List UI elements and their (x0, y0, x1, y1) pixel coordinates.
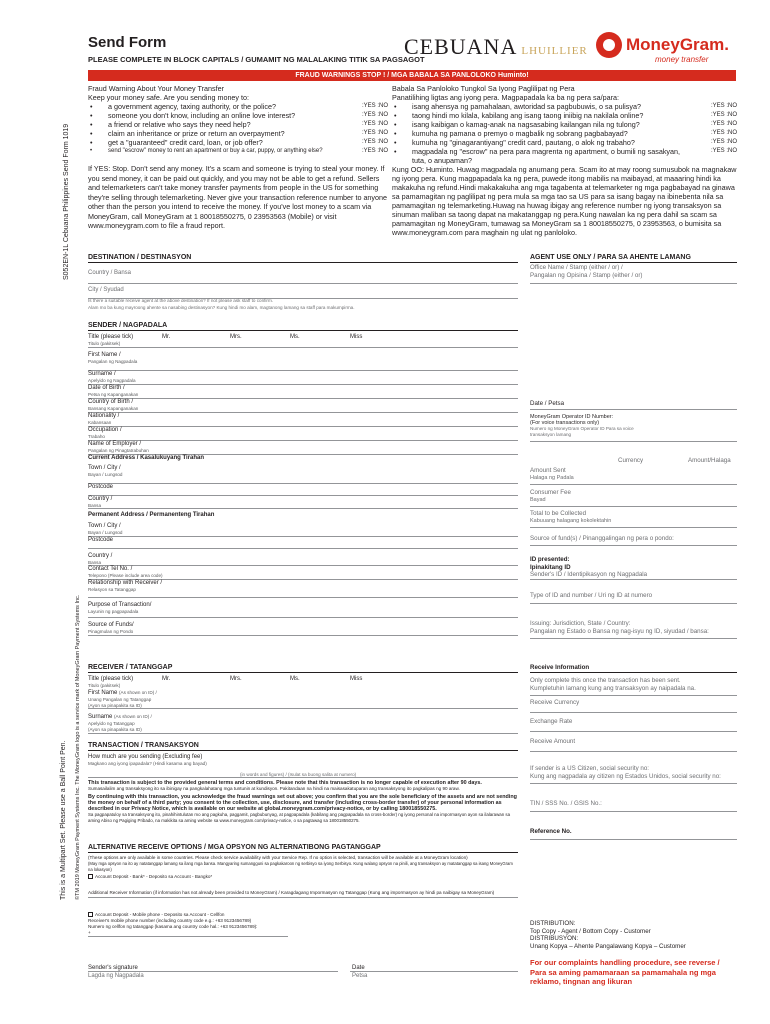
receiver-title-mrs[interactable]: Mrs. (230, 676, 242, 682)
sender-contact-field[interactable] (88, 566, 518, 580)
fraud-en-title: Fraud Warning About Your Money Transfer (88, 84, 224, 93)
account-deposit-label: Account Deposit - Bank* - Deposito sa Account - Bangko* (95, 874, 213, 879)
nationality-label-tl: Kabansaan (88, 420, 112, 425)
occupation-label-tl: Trabaho (88, 434, 105, 439)
first-name-label-tl: Pangalan ng Nagpadala (88, 359, 138, 364)
cebuana-logo (404, 34, 588, 60)
receive-amount-field[interactable]: Receive Amount (530, 738, 737, 752)
sender-signature-label: Sender's signature (88, 965, 138, 971)
yes-no-checkbox[interactable]: :YES :NO (710, 148, 737, 154)
terms-tl: Sumasailalim ang transaksyong ito sa ibinigay na pangkalahatang mga tuntunin at kundisyon. Pakitandaan na hindi na maisasakatuparan ang transaksyong ito pagkalipas ng 90 araw. (88, 786, 460, 791)
sender-country2-field[interactable] (88, 549, 518, 566)
mobile-deposit-label: Account Deposit - Mobile phone - Deposito sa Account - Cellfon (95, 912, 225, 917)
cebuana-logo-text: CEBUANA (404, 34, 518, 59)
distribusyon-title: DISTRIBUSYON: (530, 935, 579, 942)
consumer-fee-label-tl: Bayad (530, 496, 546, 503)
agent-date-field[interactable]: Date / Petsa (530, 400, 737, 410)
operator-id-label: MoneyGram Operator ID Number: (For voice transactions only) (530, 414, 614, 426)
account-deposit-option[interactable] (88, 874, 518, 880)
multipart-text: This is a Multipart Set. Please use a Ball Point Pen. (60, 740, 67, 900)
dob-label-tl: Petsa ng Kapanganakan (88, 392, 139, 397)
receiver-first-name-tl2: (Ayon sa pinapakita sa ID) (88, 703, 142, 708)
sender-title-label-tl: Titulo (pakitsek) (88, 341, 121, 346)
fraud-warning-bar: FRAUD WARNINGS STOP ! / MGA BABALA SA PANLOLOKO Huminto! (88, 70, 736, 81)
total-label: Total to be Collected (530, 510, 587, 517)
relationship-label-tl: Relasyon sa Tatanggap (88, 587, 136, 592)
office-name-field[interactable] (530, 264, 737, 284)
sender-title-miss[interactable]: Miss (350, 334, 363, 340)
fraud-en-item: • a government agency, taxing authority, or the police? :YES :NO (90, 102, 388, 111)
purpose-label-tl: Layunin ng pagpapadala (88, 609, 139, 614)
sender-town2-field[interactable] (88, 521, 518, 537)
sender-source-field[interactable] (88, 618, 518, 636)
yes-no-checkbox[interactable]: :YES :NO (710, 103, 737, 109)
sender-nationality-field[interactable] (88, 413, 518, 427)
amount-words-note: (in words and figures) / (Isulat sa buong salita at numero) (240, 772, 357, 777)
issuing-label-tl: Pangalan ng Estado o Bansa ng nag-isyu ng ID, siyudad / bansa: (530, 627, 709, 635)
yes-no-checkbox[interactable]: :YES :NO (361, 112, 388, 118)
receiver-surname-tl: Apelyido ng Tatanggap (88, 721, 135, 726)
moneygram-logo-sub: money transfer (655, 55, 709, 64)
yes-no-checkbox[interactable]: :YES :NO (710, 112, 737, 118)
amount-sent-field[interactable] (530, 467, 737, 485)
fraud-tl-item-text: isang kaibigan o kamag-anak na nagsasabing kailangan nila ng tulong? (412, 120, 640, 129)
form-code-text: S052EN-1L Cebuana Philippines Send Form 1019 (63, 123, 70, 280)
sender-id-label: Sender's ID / Identipikasyon ng Nagpadala (530, 571, 648, 578)
fraud-tl-title: Babala Sa Panloloko Tungkol Sa Iyong Paglilipat ng Pera (392, 84, 575, 93)
agent-header: AGENT USE ONLY / PARA SA AHENTE LAMANG (530, 252, 737, 263)
transaction-terms (88, 780, 518, 823)
sender-title-label: Title (please tick) (88, 334, 134, 340)
yes-no-checkbox[interactable]: :YES :NO (710, 121, 737, 127)
page-title: Send Form (88, 34, 167, 51)
country-label-tl: Bansa (88, 503, 102, 508)
contact-label: Contact Tel No. / (88, 566, 133, 572)
yes-no-checkbox[interactable]: :YES :NO (710, 130, 737, 136)
employer-label: Name of Employer / (88, 441, 142, 447)
how-much-label: How much are you sending (Excluding fee) (88, 754, 203, 760)
fraud-tl-item-text: taong hindi mo kilala, kabilang ang isang taong iniibig na nakilala online? (412, 111, 644, 120)
sender-occupation-field[interactable] (88, 427, 518, 441)
distribution-title: DISTRIBUTION: (530, 920, 576, 927)
exchange-rate-field[interactable]: Exchange Rate (530, 718, 737, 732)
receiver-title-label-tl: Titulo (pakitsek) (88, 683, 121, 688)
consumer-fee-field[interactable] (530, 489, 737, 507)
alternative-section (88, 855, 518, 937)
sender-employer-field[interactable] (88, 441, 518, 455)
sender-dob-field[interactable] (88, 385, 518, 399)
total-collected-field[interactable] (530, 510, 737, 528)
checkbox-icon[interactable] (88, 874, 93, 879)
yes-no-checkbox[interactable]: :YES :NO (710, 139, 737, 145)
sender-cob-field[interactable] (88, 399, 518, 413)
destination-city-field[interactable]: City / Syudad (88, 287, 518, 299)
date-label-tl: Petsa (352, 973, 368, 979)
amount-sent-label-tl: Halaga ng Padala (530, 474, 574, 481)
fraud-en-intro: Keep your money safe. Are you sending money to: (88, 93, 250, 102)
fraud-tl-item-text: kumuha ng "ginagarantiyang" credit card, pautang, o alok ng trabaho? (412, 138, 635, 147)
receiver-surname-field[interactable] (88, 714, 518, 734)
alternative-header: ALTERNATIVE RECEIVE OPTIONS / MGA OPSYON NG ALTERNATIBONG PAGTANGGAP (88, 842, 518, 853)
nationality-label: Nationality / (88, 413, 120, 419)
town-label: Town / City / (88, 465, 121, 471)
receiver-first-name-tl: Unang Pangalan ng Tatanggap (88, 697, 152, 702)
transaction-header: TRANSACTION / TRANSAKSYON (88, 740, 518, 751)
destination-note-tl: Alam mo ba kung mayroong ahente sa nasabing destinasyon? Kung hindi mo alam, magtanong lamang sa staff para makumpirma. (88, 305, 355, 310)
fraud-tl-item: • magpadala ng "escrow" na pera para magrenta ng apartment, o bumili ng sasakyan, tuta, o anupaman? :YES :NO (394, 147, 737, 165)
fraud-en-item-text: someone you don't know, including an online love interest? (108, 111, 296, 120)
fraud-en-item: • someone you don't know, including an online love interest? :YES :NO (90, 111, 388, 120)
office-name-label-tl: Pangalan ng Opisina / Stamp (either / or) (530, 271, 643, 279)
fraud-tl-intro: Panatilihing ligtas ang iyong pera. Magpapadala ka ba ng pera sa/para: (392, 93, 619, 102)
fraud-en-item: • a friend or relative who says they need help? :YES :NO (90, 120, 388, 129)
total-label-tl: Kabuuang halagang kokolektahin (530, 517, 612, 524)
sender-title-ms[interactable]: Ms. (290, 334, 300, 340)
receiver-title-ms[interactable]: Ms. (290, 676, 300, 682)
us-citizen-label: If sender is a US Citizen, social security no: (530, 765, 649, 772)
distribution-text: Top Copy - Agent / Bottom Copy - Customer (530, 927, 651, 935)
permanent-address-label-tl: Permanenteng Tirahan (149, 512, 215, 518)
sender-first-name-field[interactable] (88, 352, 518, 371)
cob-label-tl: Bansang Kapanganakan (88, 406, 139, 411)
sender-header: SENDER / NAGPADALA (88, 320, 518, 331)
receiver-first-name-note: (As shown on ID) / (119, 690, 157, 695)
sender-surname-field[interactable] (88, 371, 518, 385)
yes-no-checkbox[interactable]: :YES :NO (361, 121, 388, 127)
country-label: Country / (88, 496, 113, 502)
amount-sent-label: Amount Sent (530, 467, 566, 474)
fraud-tl-item-text: isang ahensya ng pamahalaan, awtoridad sa pagbubuwis, o sa pulisya? (412, 102, 641, 111)
consumer-fee-label: Consumer Fee (530, 489, 571, 496)
purpose-label: Purpose of Transaction/ (88, 602, 152, 608)
id-type-field[interactable]: Type of ID and number / Uri ng ID at numero (530, 592, 737, 604)
current-address-heading (88, 455, 518, 465)
fraud-en-item-text: claim an inheritance or prize or return an overpayment? (108, 129, 285, 138)
sender-country-field[interactable] (88, 496, 518, 509)
issuing-label: Issuing: Jurisdiction, State / Country: (530, 620, 631, 627)
receiver-first-name-field[interactable] (88, 690, 518, 709)
receiver-surname-note: (As shown on ID) / (114, 714, 152, 719)
moneygram-logo: MoneyGram. (626, 35, 729, 54)
country2-label-tl: Bansa (88, 560, 102, 565)
destination-note: Is there a suitable receive agent at the above destination? If not please ask staff to confirm. (88, 298, 274, 303)
receiver-first-name-label: First Name (88, 690, 118, 696)
checkbox-icon[interactable] (88, 912, 93, 917)
fraud-tl-item-text: magpadala ng "escrow" na pera para magrenta ng apartment, o bumili ng sasakyan, tuta, o anupaman? (412, 147, 681, 165)
yes-no-checkbox[interactable]: :YES :NO (361, 103, 388, 109)
currency-col-label: Currency (618, 457, 644, 464)
permanent-address-heading (88, 509, 518, 521)
postcode2-label: Postcode (88, 537, 114, 543)
fraud-tl-item: • taong hindi mo kilala, kabilang ang isang taong iniibig na nakilala online? :YES :NO (394, 111, 737, 120)
current-address-label-tl: Kasalukuyang Tirahan (140, 455, 205, 461)
surname-label-tl: Apelyido ng Nagpadala (88, 378, 136, 383)
yes-no-checkbox[interactable]: :YES :NO (361, 130, 388, 136)
receiver-surname-label: Surname (88, 714, 113, 720)
destination-header: DESTINATION / DESTINASYON (88, 252, 518, 263)
town2-label-tl: Bayan / Lungsod (88, 530, 123, 535)
us-citizen-label-tl: Kung ang nagpadala ay citizen ng Estados Unidos, social security no: (530, 772, 721, 780)
yes-no-checkbox[interactable]: :YES :NO (361, 148, 388, 154)
continuing-text-tl: Sa pagpapatuloy sa transaksyong ito, pinahihintulutan mo ang pagkuha, paggamit, pagbubunyag, at pagpapadala (kabilang ang pagpapadala na cross-border) ng iyong personal na impormasyon ayon sa ilalarawan sa aming Abiso ng Pagiging Pribado, na makikita sa aming website sa www.moneygram.com/privacy-notice, o sa pagtawag sa 180018550275. (88, 812, 511, 823)
fraud-tl-item: • isang kaibigan o kamag-anak na nagsasabing kailangan nila ng tulong? :YES :NO (394, 120, 737, 129)
receive-info-header: Receive Information (530, 662, 737, 673)
receive-note-text-tl: Kumpletuhin lamang kung ang transaksyon ay naipadala na. (530, 684, 696, 692)
permanent-address-label: Permanent Address / (88, 512, 148, 518)
fraud-warning-english (88, 84, 388, 231)
id-presented-label: ID presented: (530, 556, 570, 563)
current-address-label: Current Address / (88, 455, 139, 461)
office-name-label: Office Name / Stamp (either / or) / (530, 264, 623, 271)
destination-country-field[interactable]: Country / Bansa (88, 270, 518, 284)
reference-number-field[interactable]: Reference No. (530, 828, 737, 840)
relationship-label: Relationship with Receiver / (88, 580, 163, 586)
form-code-side (63, 80, 75, 280)
fraud-tl-item: • isang ahensya ng pamahalaan, awtoridad sa pagbubuwis, o sa pulisya? :YES :NO (394, 102, 737, 111)
postcode-label: Postcode (88, 484, 114, 490)
mobile-number-field[interactable]: + (88, 930, 288, 937)
alternative-note: (These options are only available in some countries. Please check service availability with your Service Rep. If no option is selected, transaction will be available at a MoneyGram location) (88, 855, 468, 860)
first-name-label: First Name / (88, 352, 121, 358)
id-presented-field[interactable] (530, 556, 737, 580)
sender-fields (88, 352, 518, 636)
sender-postcode-field[interactable] (88, 484, 518, 496)
id-presented-label-tl: Ipinakitang ID (530, 563, 571, 571)
receiver-title-mr[interactable]: Mr. (162, 676, 171, 682)
fraud-tl-item: • kumuha ng pamana o premyo o magbalik ng sobrang pagbabayad? :YES :NO (394, 129, 737, 138)
operator-id-label-tl: Numero ng MoneyGram Operator ID Para sa voice transaksyon lamang (530, 426, 634, 437)
employer-label-tl: Pangalan ng Pinagtatrabuhan (88, 448, 149, 453)
fraud-warning-tagalog (392, 84, 737, 237)
sender-signature-label-tl: Lagda ng Nagpadala (88, 973, 144, 979)
copyright-text: ©TM 2019 MoneyGram Payment Systems Inc. The MoneyGram logo is a service mark of MoneyGram Payment Systems Inc. (75, 594, 81, 900)
mobile-number-label-tl: Numero ng cellfon ng tatanggap (kasama ang country code hal.: +63 9123456789): (88, 924, 258, 929)
source-label-tl: Pinagmulan ng Pondo (88, 629, 134, 634)
page-subtitle: PLEASE COMPLETE IN BLOCK CAPITALS / GUMAMIT NG MALALAKING TITIK SA PAGSAGOT (88, 55, 425, 64)
receive-currency-field[interactable]: Receive Currency (530, 699, 737, 713)
fraud-en-item: • send "escrow" money to rent an apartment or buy a car, puppy, or anything else? :YES :NO (90, 148, 388, 154)
sender-title-mrs[interactable]: Mrs. (230, 334, 242, 340)
source-label: Source of Funds/ (88, 622, 134, 628)
additional-info: Additional Receiver Information (if information has not already been provided to MoneyGram) / Karagdagang Impormasyon ng Tatanggap (Kung ang impormasyon ay hindi pa naibigay sa MoneyGram) (88, 890, 518, 898)
fraud-en-item-text: a friend or relative who says they need help? (108, 120, 251, 129)
receiver-surname-tl2: (Ayon sa pinapakita sa ID) (88, 727, 142, 732)
fraud-en-if-yes: If YES: Stop. Don't send any money. It's a scam and someone is trying to steal your money. If you send money, it can be paid out quickly, and you may not be able to get a refund. Sellers and telemarketers can't take money transfer payments from people in the US for something they're selling through telemarketing. Never give your transaction reference number to anyone other than the person you intend to receive the money. If you've lost money to a scam via MoneyGram, call MoneyGram at 1 80018550275, 0 23953563 (Mobile) or visit www.moneygram.com to file a fraud report. (88, 164, 388, 230)
tin-field[interactable]: TIN / SSS No. / GSIS No.: (530, 800, 737, 812)
sender-town-field[interactable] (88, 465, 518, 484)
complaints-note: For our complaints handling procedure, see reverse / Para sa aming pamamaraan sa pamamahala ng mga reklamo, tingnan ang likuran (530, 958, 720, 986)
receive-note-text: Only complete this once the transaction has been sent. (530, 677, 681, 684)
sender-relationship-field[interactable] (88, 580, 518, 598)
occupation-label: Occupation / (88, 427, 122, 433)
sender-purpose-field[interactable] (88, 598, 518, 618)
contact-label-tl: Telepono (Please include area code) (88, 573, 163, 578)
distribusyon-text: Unang Kopya – Ahente Pangalawang Kopya – Customer (530, 942, 686, 950)
fraud-en-item-text: a government agency, taxing authority, or the police? (108, 102, 276, 111)
cob-label: Country of Birth / (88, 399, 134, 405)
surname-label: Surname / (88, 371, 116, 377)
country2-label: Country / (88, 553, 113, 559)
date-line[interactable] (350, 962, 518, 972)
divider (88, 347, 518, 348)
receiver-title-label: Title (please tick) (88, 676, 134, 682)
date-label: Date (352, 965, 365, 971)
receiver-header: RECEIVER / TATANGGAP (88, 662, 518, 673)
continuing-text: By continuing with this transaction, you acknowledge the fraud warnings set out above; you confirm that you are the sole beneficiary of the assets and are not sending the money on behalf of a third party; you consent to the collection, use, disclosure, and transfer (including cross-border transfer) of your personal information as described in our Privacy Notice, which is available on our website at global.moneygram.com/privacy-notice, or by calling 180018550275. (88, 794, 517, 812)
us-citizen-field[interactable] (530, 765, 737, 784)
how-much-label-tl: Magkano ang iyong ipapadala? (Hindi kasama ang bayad) (88, 761, 207, 766)
fraud-tl-item-text: kumuha ng pamana o premyo o magbalik ng sobrang pagbabayad? (412, 129, 628, 138)
town2-label: Town / City / (88, 523, 121, 529)
fraud-en-item-text: get a "guaranteed" credit card, loan, or job offer? (108, 138, 263, 147)
fraud-tl-item: • kumuha ng "ginagarantiyang" credit card, pautang, o alok ng trabaho? :YES :NO (394, 138, 737, 147)
dob-label: Date of Birth / (88, 385, 125, 391)
issuing-field[interactable] (530, 620, 737, 639)
receiver-title-miss[interactable]: Miss (350, 676, 363, 682)
terms-bold: This transaction is subject to the provided general terms and conditions. Please note that this transaction is no longer capable of execution after 90 days. (88, 780, 482, 786)
fraud-tl-if-yes: Kung OO: Huminto. Huwag magpadala ng anumang pera. Scam ito at may roong sumusubok na magnakaw ng iyong pera. Kung magpapadala ka ng pera, puwede itong mabilis na maibayad, at maaaring hindi ka makakuha ng refund.Hindi makakakuha ang mga tagabenta at telemarketer ng mga pagbabayad na ginawa sa pamamagitan ng paglilipat ng pera mula sa mga tao sa US para sa isang bagay na ibinebenta nila sa pamamagitan ng telemarketing.Huwag na huwag ibigay ang reference number ng iyong transaksyon sa sinuman maliban sa taong dapat na makatanggap ng pera.Kung nawalan ka ng pera dahil sa scam sa pamamagitan ng MoneyGram, tumawag sa MoneyGram sa 1 80018550275, 0 23953563, o bumisita sa www.moneygram.com para maghain ng ulat ng panloloko. (392, 165, 737, 237)
source-of-funds-field[interactable]: Source of fund(s) / Pinanggalingan ng pera o pondo: (530, 535, 737, 546)
amount-col-label: Amount/Halaga (688, 457, 731, 464)
sender-title-mr[interactable]: Mr. (162, 334, 171, 340)
fraud-en-item: • claim an inheritance or prize or return an overpayment? :YES :NO (90, 129, 388, 138)
sender-postcode2-field[interactable] (88, 537, 518, 549)
distribution-block (530, 920, 737, 950)
fraud-en-item: • get a "guaranteed" credit card, loan, or job offer? :YES :NO (90, 138, 388, 147)
lhuillier-logo-text: LHUILLIER (521, 45, 588, 57)
town-label-tl: Bayan / Lungsod (88, 472, 123, 477)
operator-id-field[interactable] (530, 414, 737, 442)
receive-note (530, 677, 737, 696)
yes-no-checkbox[interactable]: :YES :NO (361, 139, 388, 145)
alternative-note-tl: (May mga opsyon na ito ay natatanggap lamang sa ilang mga bansa. Mangyaring sumangguni sa pagkakaroon ng serbisyo sa iyong Serbisyo. Kung walang opsyon na pinili, ang transaksyon ay matatanggap sa isang MoneyGram na lokasyon) (88, 861, 513, 872)
moneygram-globe-icon (596, 32, 622, 58)
fraud-en-item-text: send "escrow" money to rent an apartment or buy a car, puppy, or anything else? (108, 148, 323, 154)
mobile-number-label: Receiver's mobile phone number (including country code e.g.: +63 9123456789) (88, 918, 252, 923)
